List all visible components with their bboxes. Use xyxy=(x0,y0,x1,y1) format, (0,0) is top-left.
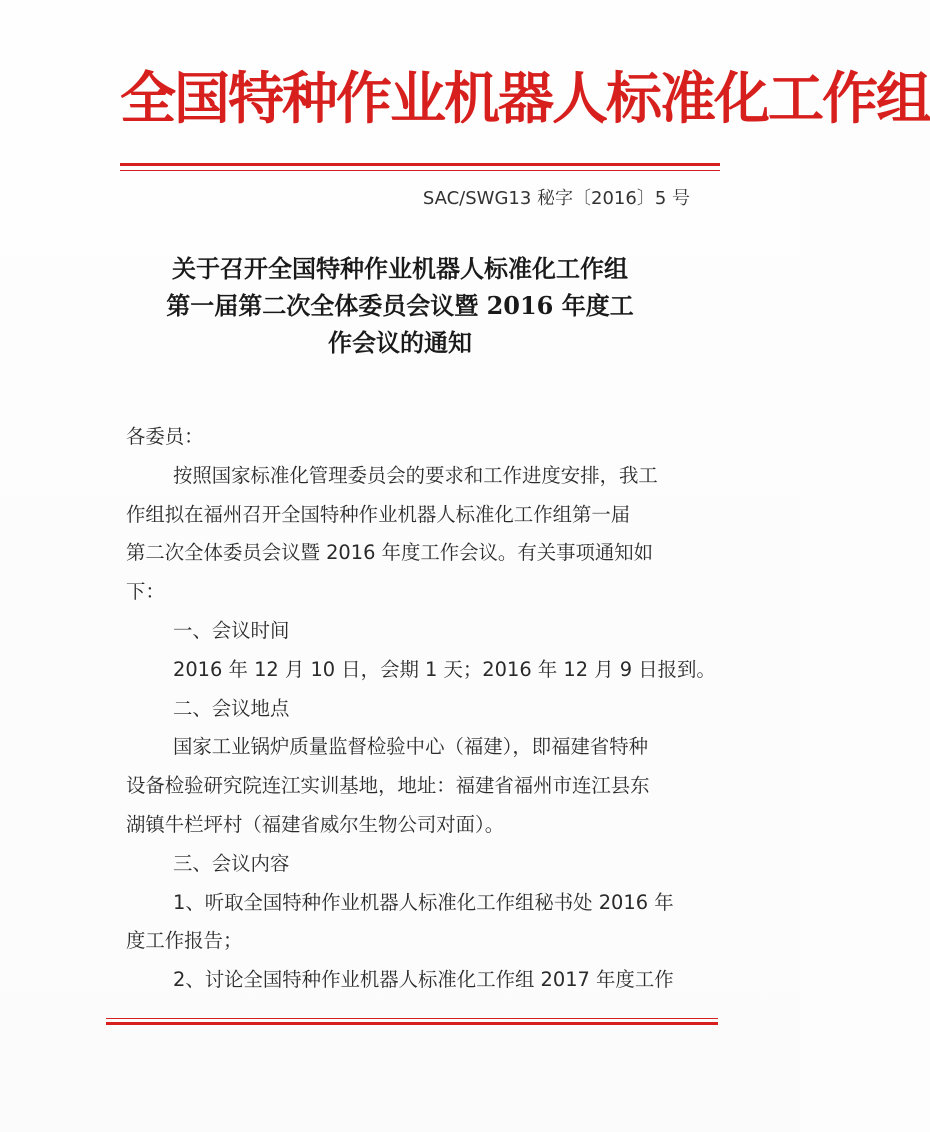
paragraph-line: 第二次全体委员会议暨 2016 年度工作会议。有关事项通知如 xyxy=(126,541,654,565)
title-line-2: 第一届第二次全体委员会议暨 2016 年度工 xyxy=(166,291,634,320)
paragraph-line: 下： xyxy=(126,580,165,604)
organization-letterhead: 全国特种作业机器人标准化工作组 xyxy=(120,67,930,132)
section-heading-time: 一、会议时间 xyxy=(173,618,290,642)
section-heading-location: 二、会议地点 xyxy=(173,696,290,720)
list-item: 1、听取全国特种作业机器人标准化工作组秘书处 2016 年 xyxy=(173,890,674,914)
footer-rule-thick xyxy=(106,1022,718,1025)
paragraph-line: 湖镇牛栏坪村（福建省威尔生物公司对面）。 xyxy=(126,812,505,836)
paragraph-line: 按照国家标准化管理委员会的要求和工作进度安排，我工 xyxy=(173,463,658,487)
list-item-continuation: 度工作报告； xyxy=(126,929,243,953)
paragraph-line: 设备检验研究院连江实训基地，地址：福建省福州市连江县东 xyxy=(126,774,650,798)
paragraph-line: 国家工业锅炉质量监督检验中心（福建），即福建省特种 xyxy=(173,735,649,759)
footer-rule-thin xyxy=(106,1018,718,1019)
header-rule-thick xyxy=(120,163,720,166)
header-rule-thin xyxy=(120,170,720,171)
section-text-time: 2016 年 12 月 10 日，会期 1 天；2016 年 12 月 9 日报到。 xyxy=(173,657,716,681)
title-line-1: 关于召开全国特种作业机器人标准化工作组 xyxy=(172,254,628,283)
document-number: SAC/SWG13 秘字〔2016〕5 号 xyxy=(422,188,690,209)
document-body xyxy=(126,418,718,1000)
section-heading-content: 三、会议内容 xyxy=(173,851,290,875)
list-item: 2、讨论全国特种作业机器人标准化工作组 2017 年度工作 xyxy=(173,968,674,992)
document-title xyxy=(100,250,700,361)
title-line-3: 作会议的通知 xyxy=(328,328,472,357)
salutation: 各委员： xyxy=(126,425,204,448)
paragraph-line: 作组拟在福州召开全国特种作业机器人标准化工作组第一届 xyxy=(126,502,631,526)
